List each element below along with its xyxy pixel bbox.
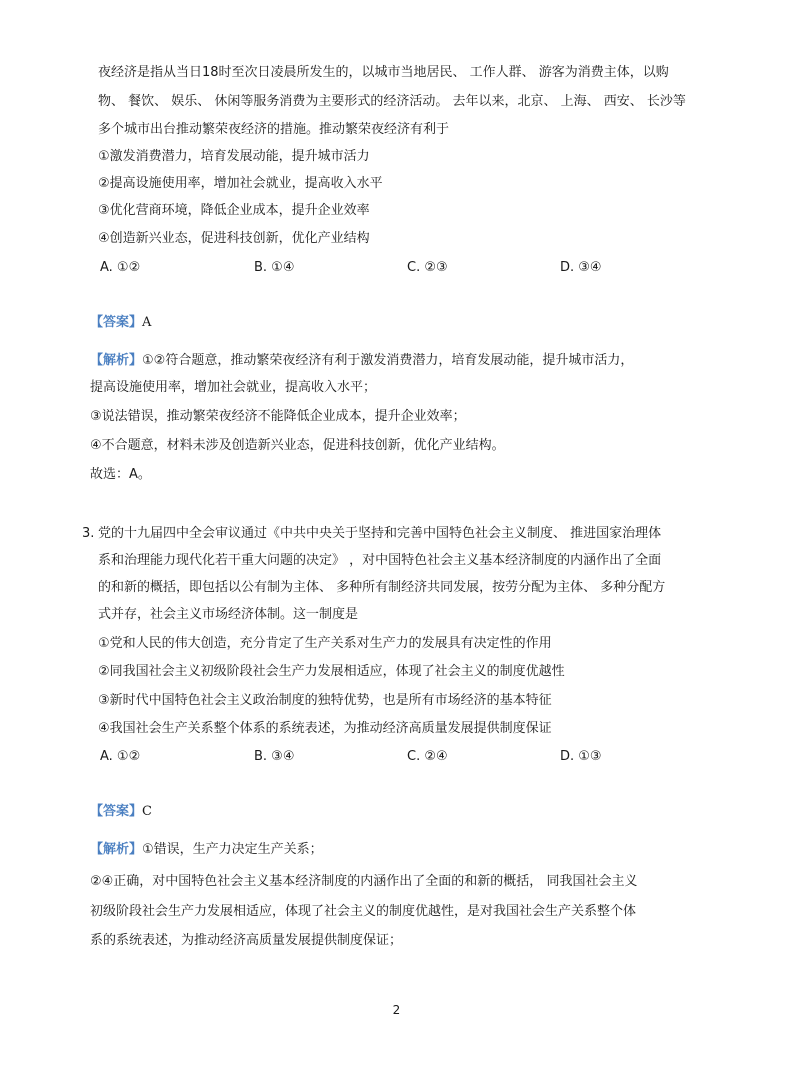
q2-option-c: C. ②③ [407, 260, 448, 275]
q3-statement: ②同我国社会主义初级阶段社会生产力发展相适应，体现了社会主义的制度优越性 [98, 664, 565, 679]
q3-option-c: C. ②④ [407, 749, 448, 764]
q3-analysis-line: 系的系统表述，为推动经济高质量发展提供制度保证； [90, 933, 403, 948]
analysis-tag: 【解析】 [90, 353, 143, 368]
q3-analysis-line [90, 840, 323, 860]
q3-analysis-line: ②④正确，对中国特色社会主义基本经济制度的内涵作出了全面的和新的概括， 同我国社会主义 [90, 874, 638, 889]
q2-statement: ④创造新兴业态，促进科技创新，优化产业结构 [98, 231, 370, 246]
q3-statement: ④我国社会生产关系整个体系的系统表述，为推动经济高质量发展提供制度保证 [98, 721, 552, 736]
q3-option-b: B. ③④ [254, 749, 295, 764]
q2-option-a: A. ①② [100, 260, 141, 275]
analysis-tag: 【解析】 [90, 842, 143, 857]
q2-analysis-line: ③说法错误，推动繁荣夜经济不能降低企业成本，提升企业效率； [90, 409, 466, 424]
q2-statement: ③优化营商环境，降低企业成本，提升企业效率 [98, 203, 370, 218]
page-number: 2 [392, 1003, 401, 1017]
q3-analysis-line: 初级阶段社会生产力发展相适应，体现了社会主义的制度优越性，是对我国社会生产关系整个体 [90, 904, 637, 919]
q3-number: 3. [82, 526, 95, 541]
q3-option-a: A. ①② [100, 749, 141, 764]
answer-tag: 【答案】 [90, 315, 143, 330]
answer-value: A [142, 315, 152, 330]
q3-statement: ①党和人民的伟大创造，充分肯定了生产关系对生产力的发展具有决定性的作用 [98, 636, 552, 651]
q2-analysis-line [90, 351, 633, 371]
answer-value: C [142, 804, 152, 819]
q2-answer [90, 313, 151, 333]
q3-answer [90, 802, 152, 822]
analysis-text: ①②符合题意，推动繁荣夜经济有利于激发消费潜力，培育发展动能，提升城市活力， [142, 353, 634, 368]
q3-option-d: D. ①③ [560, 749, 602, 764]
q2-option-b: B. ①④ [254, 260, 295, 275]
q3-statement: ③新时代中国特色社会主义政治制度的独特优势，也是所有市场经济的基本特征 [98, 693, 552, 708]
q2-analysis-line: 提高设施使用率，增加社会就业，提高收入水平； [90, 380, 377, 395]
q2-stem-line: 物、 餐饮、 娱乐、 休闲等服务消费为主要形式的经济活动。 去年以来，北京、 上海、 西安、 长沙等 [98, 94, 686, 109]
answer-tag: 【答案】 [90, 804, 143, 819]
q2-stem-line: 多个城市出台推动繁荣夜经济的措施。推动繁荣夜经济有利于 [98, 122, 450, 137]
q3-stem-line: 式并存，社会主义市场经济体制。这一制度是 [98, 607, 359, 622]
q2-statement: ②提高设施使用率，增加社会就业，提高收入水平 [98, 176, 383, 191]
q3-stem-line: 系和治理能力现代化若干重大问题的决定》 ，对中国特色社会主义基本经济制度的内涵作出了全面 [98, 553, 662, 568]
q2-stem-line: 夜经济是指从当日18时至次日凌晨所发生的，以城市当地居民、 工作人群、 游客为消费主体，以购 [98, 65, 669, 80]
q3-stem-line: 党的十九届四中全会审议通过《中共中央关于坚持和完善中国特色社会主义制度、 推进国家治理体 [98, 526, 662, 541]
q2-statement: ①激发消费潜力，培育发展动能，提升城市活力 [98, 149, 370, 164]
q3-stem-line: 的和新的概括，即包括以公有制为主体、 多种所有制经济共同发展，按劳分配为主体、 多种分配方 [98, 580, 666, 595]
q2-analysis-line: 故选：A。 [90, 467, 151, 482]
q2-analysis-line: ④不合题意，材料未涉及创造新兴业态，促进科技创新，优化产业结构。 [90, 438, 505, 453]
analysis-text: ①错误，生产力决定生产关系； [142, 842, 323, 857]
q2-option-d: D. ③④ [560, 260, 602, 275]
